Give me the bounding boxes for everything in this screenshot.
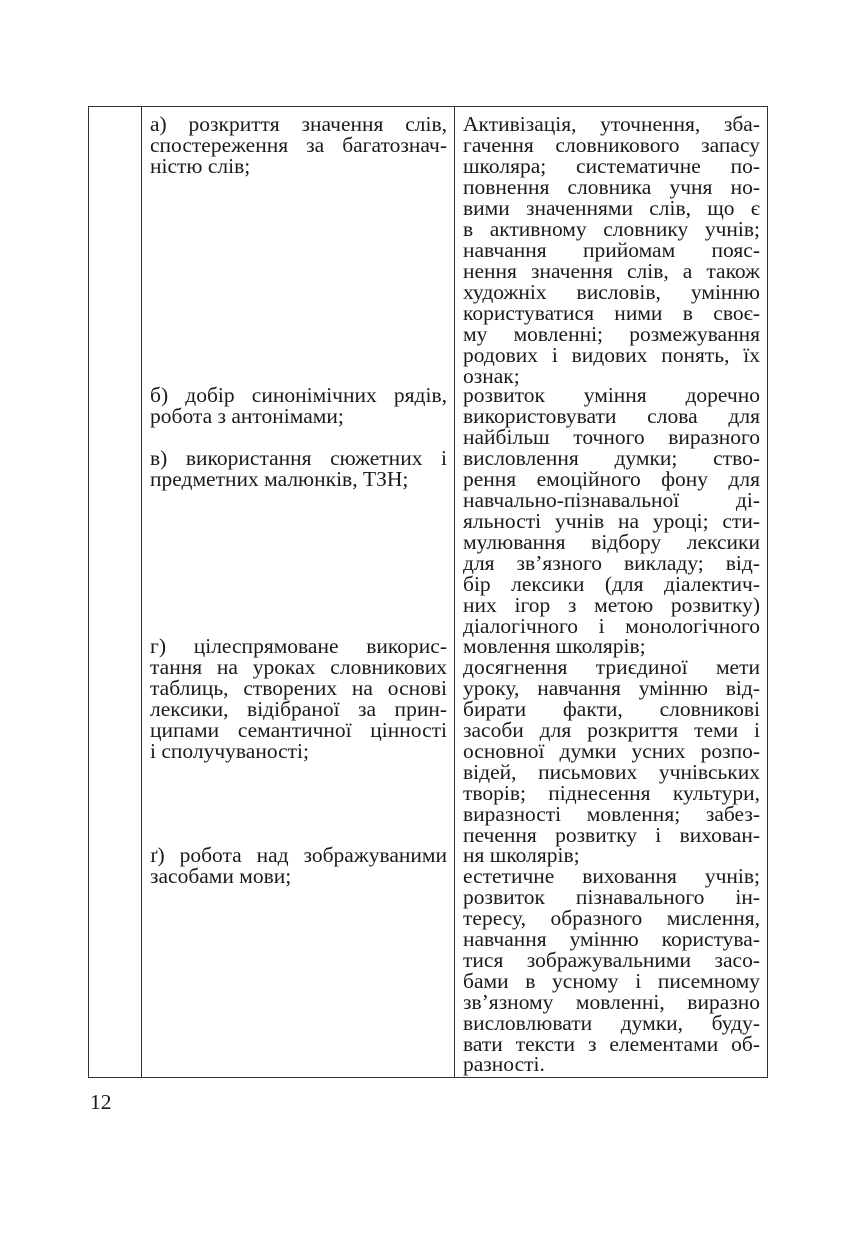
- column-divider-right: [454, 107, 455, 1077]
- table-cell-line: навчання умінню користува-: [463, 927, 760, 951]
- table-cell-line: му мовленні; розмежування: [463, 322, 760, 346]
- table-cell-line: ня школярів;: [463, 843, 580, 867]
- table-cell-line: Активізація, уточнення, зба-: [463, 112, 760, 136]
- table-cell-line: них ігор з метою розвитку): [463, 593, 760, 617]
- table-cell-line: використовувати слова для: [463, 404, 760, 428]
- table-cell-line: таблиць, створених на основі: [150, 676, 447, 700]
- table-cell-line: в активному словнику учнів;: [463, 217, 760, 241]
- table-cell-line: тересу, образного мислення,: [463, 906, 760, 930]
- table-cell-line: мовлення школярів;: [463, 634, 646, 658]
- table-cell-line: висловлювати думки, буду-: [463, 1011, 760, 1035]
- table-cell-line: робота з антонімами;: [150, 404, 344, 428]
- table-cell-line: досягнення триєдиної мети: [463, 655, 760, 679]
- table-cell-line: естетичне виховання учнів;: [463, 864, 760, 888]
- table-cell-line: засоби для розкриття теми і: [463, 718, 760, 742]
- column-divider-left: [141, 107, 142, 1077]
- table-cell-line: основної думки усних розпо-: [463, 739, 760, 763]
- table-cell-line: лексики, відібраної за прин-: [150, 697, 447, 721]
- table-cell-line: а) розкриття значення слів,: [150, 112, 447, 136]
- table-cell-line: ципами семантичної цінності: [150, 718, 447, 742]
- table-cell-line: навчання прийомам пояс-: [463, 238, 760, 262]
- table-cell-line: зв’язному мовленні, виразно: [463, 990, 760, 1014]
- table-cell-line: навчально-пізнавальної ді-: [463, 488, 760, 512]
- table-cell-line: ністю слів;: [150, 154, 251, 178]
- table-cell-line: спостереження за багатознач-: [150, 133, 447, 157]
- table-cell-line: повнення словника учня но-: [463, 175, 760, 199]
- table-cell-line: діалогічного і монологічного: [463, 614, 760, 638]
- table-cell-line: розвиток уміння доречно: [463, 383, 760, 407]
- table-cell-line: відей, письмових учнівських: [463, 760, 760, 784]
- table-cell-line: предметних малюнків, ТЗН;: [150, 467, 409, 491]
- table-cell-line: школяра; систематичне по-: [463, 154, 760, 178]
- table-cell-line: г) цілеспрямоване викорис-: [150, 634, 447, 658]
- table-cell-line: родових і видових понять, їх: [463, 343, 760, 367]
- table-cell-line: ознак;: [463, 364, 520, 388]
- table-cell-line: висловлення думки; ство-: [463, 446, 760, 470]
- table-cell-line: для зв’язного викладу; від-: [463, 551, 760, 575]
- table-cell-line: гачення словникового запасу: [463, 133, 760, 157]
- table-cell-line: художніх висловів, умінню: [463, 280, 760, 304]
- table-cell-line: яльності учнів на уроці; сти-: [463, 509, 760, 533]
- table-cell-line: рення емоційного фону для: [463, 467, 760, 491]
- table-cell-line: мулювання відбору лексики: [463, 530, 760, 554]
- table-cell-line: тання на уроках словникових: [150, 655, 447, 679]
- table-cell-line: печення розвитку і вихован-: [463, 823, 760, 847]
- table-cell-line: б) добір синонімічних рядів,: [150, 383, 447, 407]
- table-cell-line: засобами мови;: [150, 864, 292, 888]
- table-cell-line: бирати факти, словникові: [463, 697, 760, 721]
- table-cell-line: вати тексти з елементами об-: [463, 1032, 760, 1056]
- table-cell-line: тися зображувальними засо-: [463, 948, 760, 972]
- table-cell-line: користуватися ними в своє-: [463, 301, 760, 325]
- table-cell-line: в) використання сюжетних і: [150, 446, 447, 470]
- page-number: 12: [90, 1090, 112, 1114]
- table-cell-line: виразності мовлення; забез-: [463, 802, 760, 826]
- table-cell-line: бами в усному і писемному: [463, 969, 760, 993]
- table-cell-line: вими значеннями слів, що є: [463, 196, 760, 220]
- table-cell-line: бір лексики (для діалектич-: [463, 572, 760, 596]
- table-cell-line: найбільш точного виразного: [463, 425, 760, 449]
- table-cell-line: розвиток пізнавального ін-: [463, 885, 760, 909]
- table-cell-line: нення значення слів, а також: [463, 259, 760, 283]
- table-cell-line: творів; піднесення культури,: [463, 781, 760, 805]
- table-cell-line: уроку, навчання умінню від-: [463, 676, 760, 700]
- table-cell-line: і сполучуваності;: [150, 739, 309, 763]
- table-cell-line: разності.: [463, 1052, 545, 1076]
- table-cell-line: ґ) робота над зображуваними: [150, 843, 447, 867]
